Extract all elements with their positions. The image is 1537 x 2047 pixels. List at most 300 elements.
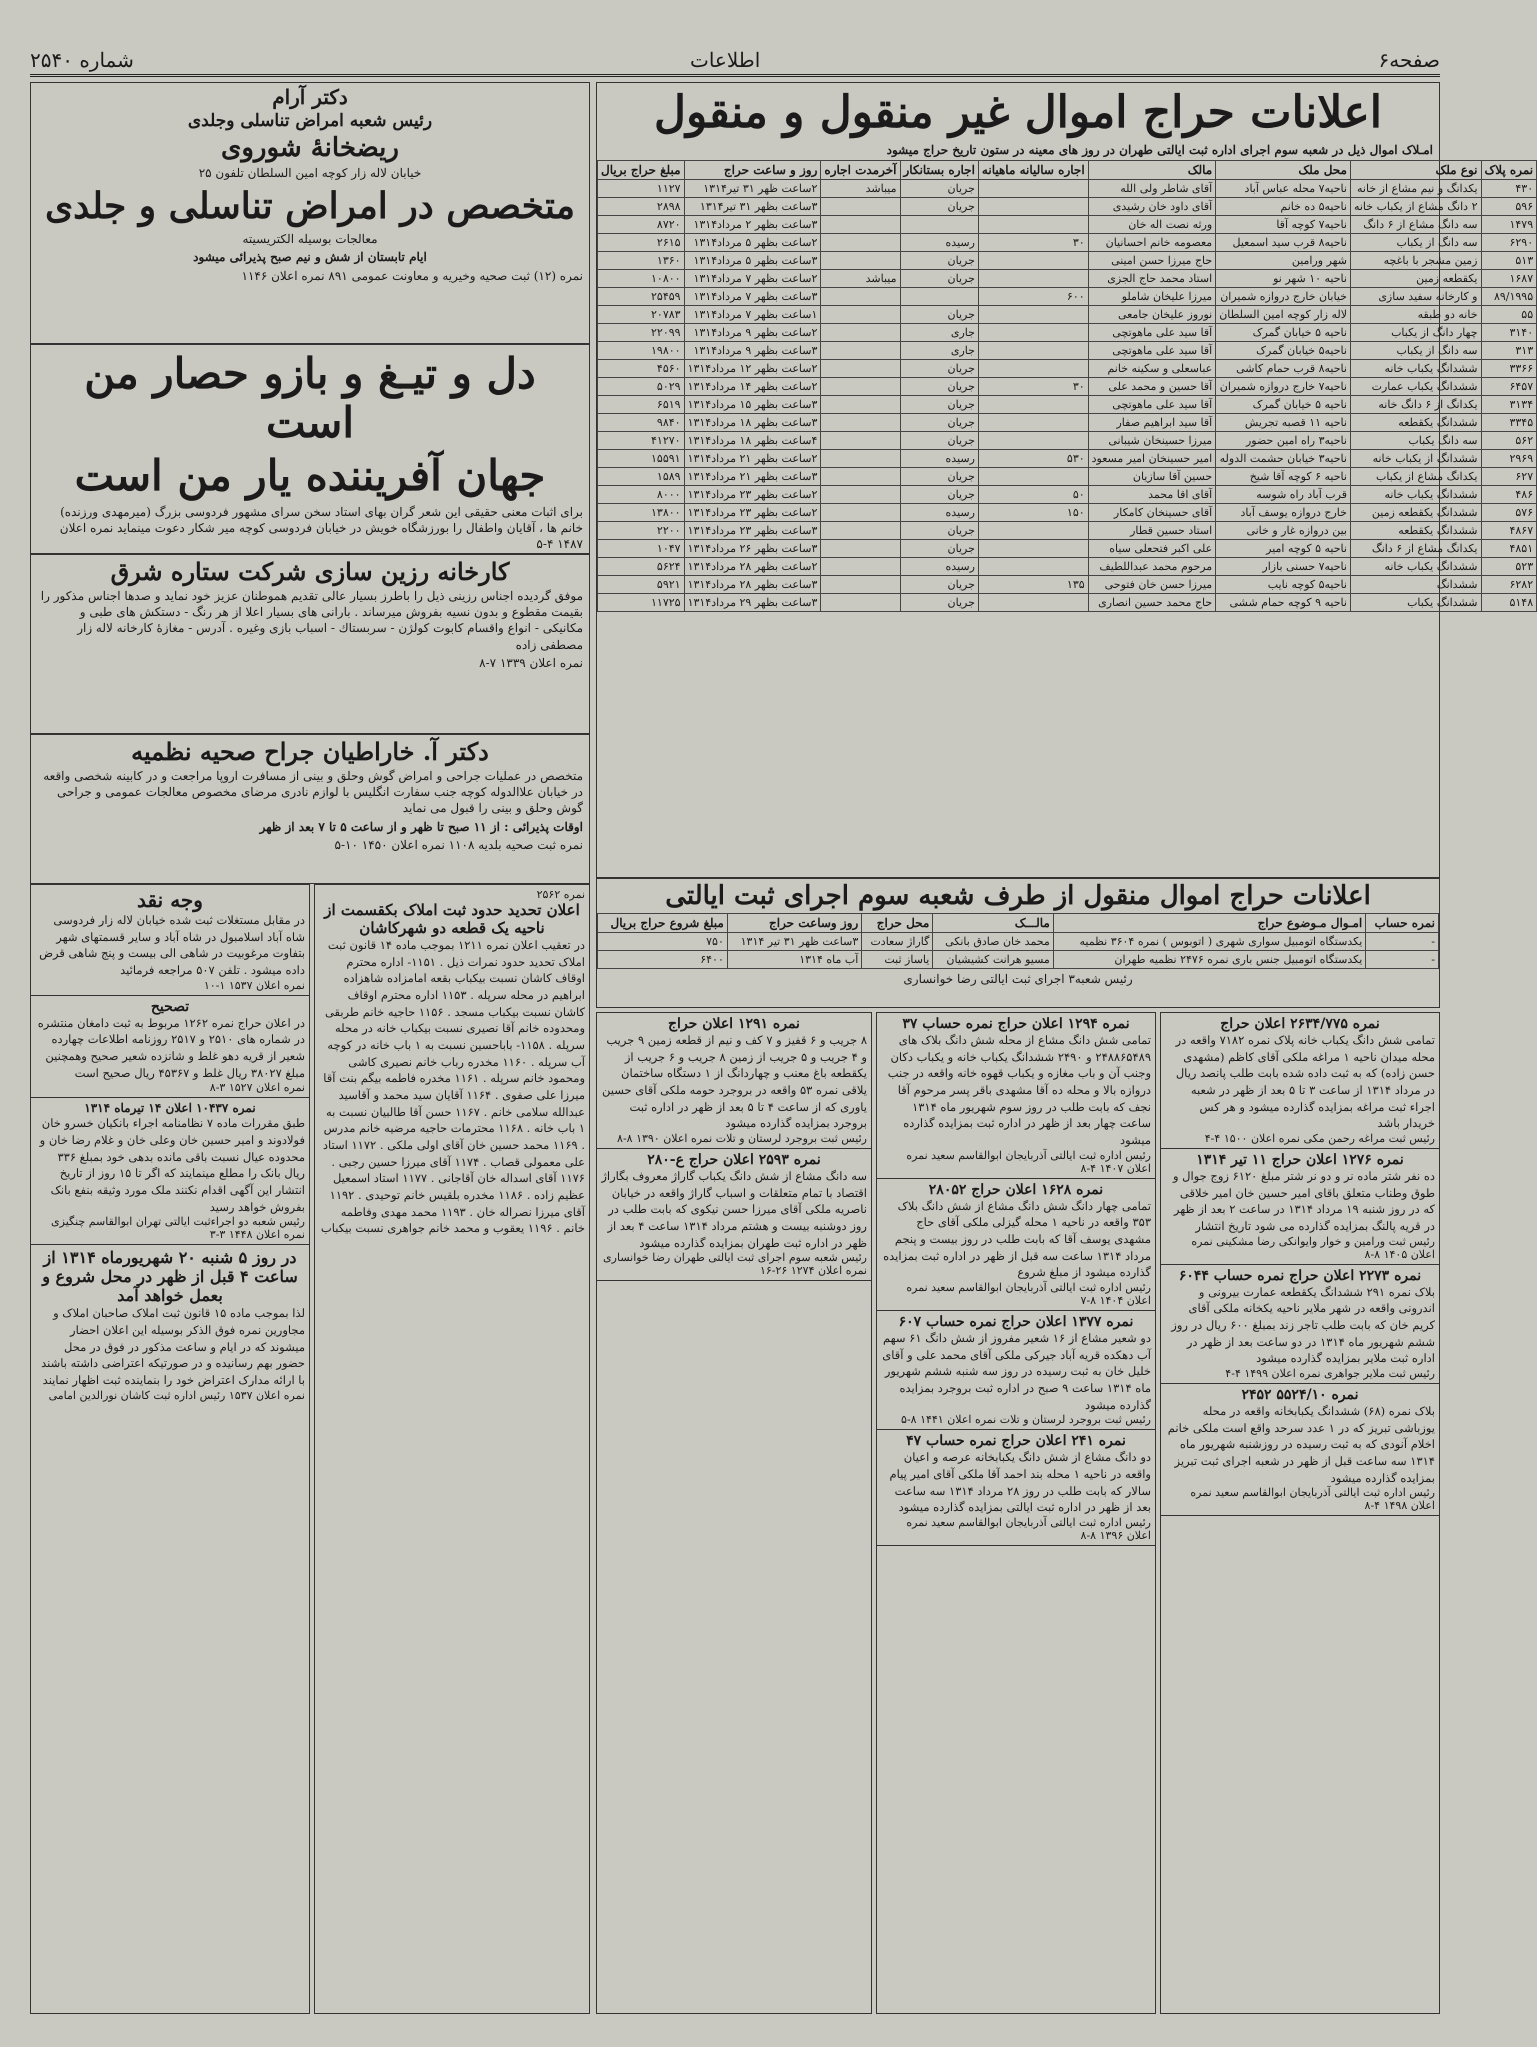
auction-notice	[1161, 1265, 1439, 1384]
table-cell: ۲۵۴۵۹	[598, 288, 685, 306]
movable-section	[596, 878, 1440, 1008]
table-cell: جریان	[900, 486, 978, 504]
table-row	[598, 216, 1537, 234]
table-cell	[978, 522, 1088, 540]
notice-footer: رئیس ثبت ملایر جواهری نمره اعلان ۱۴۹۹ ۴-۴	[1225, 1367, 1435, 1381]
table-cell: ۳ساعت بظهر ۳۱ تیر۱۳۱۴	[684, 198, 821, 216]
table-cell: ۴۸۵۱	[1481, 540, 1537, 558]
table-cell: گاراژ سعادت	[862, 933, 933, 951]
table-cell	[978, 468, 1088, 486]
doctor-aram-address: خیابان لاله زار کوچه امین السلطان تلفون ۲۵	[198, 166, 422, 180]
correction-ad	[31, 996, 309, 1099]
table-cell: ناحیه۵ خیابان گمرک	[1216, 342, 1351, 360]
table-cell: آقا حسین و محمد علی	[1088, 378, 1216, 396]
table-cell: آقا سید ابراهیم صفار	[1088, 414, 1216, 432]
table-cell: ۳ساعت بظهر ۲۹ مرداد۱۳۱۴	[684, 594, 821, 612]
gym-ad-body: برای اثبات معنی حقیقی این شعر گران بهای استاد سخن سرای مشهور فردوسی بزرگ (میرمهدی ورزنده) خانم ها ، آقایان واطفال را بورزشگاه خویش در خیابان فردوسی کوچه میر شکار دعوت مینماید نمره اعلان ۱۴۸۷ ۴-۵	[59, 505, 583, 552]
notice-footer: رئیس ثبت بروجرد لرستان و تلات نمره اعلان ۱۴۴۱ ۸-۵	[901, 1413, 1151, 1427]
table-cell: ۴۸۶۷	[1481, 522, 1537, 540]
table-cell: ورثه نصت اله خان	[1088, 216, 1216, 234]
table-cell: میباشد	[821, 270, 900, 288]
table-cell: ۶۴۰۰	[598, 951, 728, 969]
table-cell	[978, 432, 1088, 450]
table-cell: ۲ساعت ظهر ۳۱ تیر۱۳۱۴	[684, 180, 821, 198]
table-cell: خیابان خارج دروازه شمیران	[1216, 288, 1351, 306]
table-cell	[821, 288, 900, 306]
correction-title: تصحیح	[150, 998, 190, 1015]
column-header: نمره حساب	[1366, 914, 1439, 933]
table-cell	[821, 198, 900, 216]
table-cell: ۱۱۷۲۵	[598, 594, 685, 612]
kashan-body: در تعقیب اعلان نمره ۱۲۱۱ بموجب ماده ۱۴ قانون ثبت املاک تحدید حدود نمرات ذیل . ۱۱۵۱- اداره محترم اوقاف کاشان نسبت بیکباب بقعه امامزاده شاهزاده ابراهیم در محله سرپله . ۱۱۵۳ اداره محترم اوقاف کاشان نسبت بیکباب مسجد . ۱۱۵۶ حاجیه خانم طربقی ومحدوده خانم آقا نصیری نسبت بیکباب خانه در محله سرپله . ۱۱۵۸- باباحسین نسبت به ۱ باب خانه در کوچه آب سرپله . ۱۱۶۰ مخدره رباب خانم نصیری کاشی ومحمود خانم سرپله . ۱۱۶۱ مخدره فاطمه بیگم بنت آقا میرزا علی صفوی . ۱۱۶۴ آقایان سید محمد و آقاسید عبدالله سلامی خانم . ۱۱۶۷ حسن آقا طالبیان نسبت به ۱ باب خانه . ۱۱۶۸ محترمات حاجیه مرضیه خانم مدرس . ۱۱۶۹ محمد حسین خان آقای اولی ملکی . ۱۱۷۲ استاد علی معمولی قصاب . ۱۱۷۴ آقای میرزا حسین رجبی . ۱۱۷۶ آقای اسداله خان آقاجانی . ۱۱۷۷ استاد اسمعیل عظیم زاده . ۱۱۸۶ مخدره بلقیس خانم توحیدی . ۱۱۹۲ آقای میرزا نصراله خان . ۱۱۹۳ محمد مهدی وفاطمه خانم . ۱۱۹۶ یعقوب و محمد خانم جواهری نسبت بیکباب	[320, 938, 585, 1236]
table-cell: ۳۱۴۰	[1481, 324, 1537, 342]
column-header: اجاره سالیانه ماهیانه	[978, 161, 1088, 180]
table-cell: میرزا حسینخان شیبانی	[1088, 432, 1216, 450]
table-cell: ۲۹۶۹	[1481, 450, 1537, 468]
table-cell: آقا سید علی ماهوتچی	[1088, 396, 1216, 414]
table-cell: ۳ساعت ظهر ۳۱ تیر ۱۳۱۴	[727, 933, 861, 951]
table-cell: ناحیه ۹ کوچه حمام ششی	[1216, 594, 1351, 612]
table-row	[598, 468, 1537, 486]
table-cell: استاد محمد حاج الجزی	[1088, 270, 1216, 288]
table-cell: آقای حسینخان کامکار	[1088, 504, 1216, 522]
column-header: مبلغ حراج بریال	[598, 161, 685, 180]
notice-title: نمره ۱۳۷۷ اعلان حراج نمره حساب ۶۰۷	[898, 1314, 1134, 1331]
auction-notice	[877, 1013, 1155, 1179]
table-row	[598, 540, 1537, 558]
table-cell: ۶۵۱۹	[598, 396, 685, 414]
table-cell: ۶۲۷	[1481, 468, 1537, 486]
table-row	[598, 933, 1439, 951]
table-cell: ناحیه ۵ خیابان گمرک	[1216, 324, 1351, 342]
table-cell: ۴۳۰	[1481, 180, 1537, 198]
table-row	[598, 342, 1537, 360]
table-cell: جریان	[900, 360, 978, 378]
table-cell: جاری	[900, 342, 978, 360]
table-cell: جریان	[900, 270, 978, 288]
newspaper-name: اطلاعات	[690, 48, 761, 72]
notice-body: تمامی شش دانگ مشاع از محله شش دانگ بلاک های ۲۴۸۸۶۵۴۸۹ و ۲۴۹۰ ششدانگ یکباب خانه و یکباب دکان وجنب آن و باب مغازه و یکباب قهوه خانه واقعه در جنب دروازه بالا و محله ده آقا مشهدی باقر پسر مرحوم آقا نجف که بابت طلب در روز سوم شهریور ماه ۱۳۱۴ ساعت چهار بعد از ظهر در اداره ثبت بمزایده گذارده میشود	[887, 1033, 1151, 1148]
table-cell: ۱۵۰	[978, 504, 1088, 522]
table-cell: ۶۲۹۰	[1481, 234, 1537, 252]
table-cell: ۳ساعت بظهر ۷ مرداد۱۳۱۴	[684, 288, 821, 306]
table-cell	[978, 198, 1088, 216]
poem-line-2: جهان آفریننده یار من است	[74, 451, 546, 500]
notice-footer: رئیس ثبت مراغه رحمن مکی نمره اعلان ۱۵۰۰ ۴-۴	[1204, 1132, 1435, 1146]
table-cell: آقای اقا محمد	[1088, 486, 1216, 504]
table-cell: ۶۴۵۷	[1481, 378, 1537, 396]
table-cell	[978, 540, 1088, 558]
notice-title: نمره ۱۲۷۶ اعلان حراج ۱۱ تیر ۱۳۱۴	[1196, 1152, 1404, 1169]
table-cell: ششدانگ یکباب خانه	[1350, 558, 1481, 576]
table-cell: رسیده	[900, 558, 978, 576]
table-cell: سه دانگ مشاع از ۶ دانگ	[1350, 216, 1481, 234]
page-number: صفحه۶	[1378, 48, 1440, 72]
table-cell: ناحیه۸ قرب حمام کاشی	[1216, 360, 1351, 378]
table-cell: ۳ساعت بظهر ۱۵ مرداد۱۳۱۴	[684, 396, 821, 414]
column-header: آخرمدت اجاره	[821, 161, 900, 180]
rubber-factory-footer: نمره اعلان ۱۳۳۹ ۷-۸	[479, 655, 583, 670]
table-cell: -	[1366, 951, 1439, 969]
table-cell: امیر حسینخان امیر مسعود	[1088, 450, 1216, 468]
table-cell: ششدانگ از یکباب خانه	[1350, 450, 1481, 468]
table-cell: ۱۶۸۷	[1481, 270, 1537, 288]
bank-notice-body: طبق مقررات ماده ۷ نظامنامه اجراء بانکیان خسرو خان فولادوند و امیر حسین خان وعلی خان و غلام رضا خان و محدوده عیال نسبت باقی مانده بدهی خود بمبلغ ۳۳۶ ریال بانک را مطلع مینمایند که اگر تا ۱۵ روز از تاریخ انتشار این آگهی اقدام نکنند ملک مورد وثیقه بنفع بانک بفروش خواهد رسید	[39, 1116, 305, 1214]
table-row	[598, 252, 1537, 270]
table-cell: ۲ساعت بظهر ۲۳ مرداد۱۳۱۴	[684, 486, 821, 504]
table-cell: جریان	[900, 468, 978, 486]
table-cell: محمد خان صادق بانکی	[933, 933, 1053, 951]
table-cell: حسین آقا سازیان	[1088, 468, 1216, 486]
table-cell: جریان	[900, 576, 978, 594]
notice-title: نمره ۱۲۹۱ اعلان حراج	[668, 1016, 800, 1032]
issue-number: شماره ۲۵۴۰	[30, 48, 134, 72]
table-cell	[821, 594, 900, 612]
table-cell	[978, 342, 1088, 360]
auction-notice	[877, 1430, 1155, 1546]
table-row	[598, 360, 1537, 378]
column-header: نمره پلاک	[1481, 161, 1537, 180]
table-cell: ناحیه ۵ کوچه امیر	[1216, 540, 1351, 558]
kashan-head: نمره ۲۵۶۲	[536, 888, 585, 901]
table-cell	[821, 306, 900, 324]
table-cell: ۴۱۲۷۰	[598, 432, 685, 450]
table-cell: جریان	[900, 252, 978, 270]
table-cell: ۵۶۲۴	[598, 558, 685, 576]
table-row	[598, 288, 1537, 306]
cash-loan-body: در مقابل مستغلات ثبت شده خیابان لاله زار فردوسی شاه آباد اسلامبول در شاه آباد و سایر قسمتهای شهر بتفاوت مرغوبیت در شاهی الی بیست و پنج شاهی قرض داده میشود . تلفن ۵۰۷ مراجعه فرمائید	[39, 913, 305, 978]
table-cell: نوروز علیخان جامعی	[1088, 306, 1216, 324]
table-cell: چهار دانگ از یکباب	[1350, 324, 1481, 342]
table-cell: ۵۰	[978, 486, 1088, 504]
table-cell: ۳ساعت بظهر ۵ مرداد۱۳۱۴	[684, 252, 821, 270]
auction-notice	[597, 1013, 871, 1149]
table-row	[598, 576, 1537, 594]
table-cell: ۲ساعت بظهر ۱۲ مرداد۱۳۱۴	[684, 360, 821, 378]
notice-footer: رئیس اداره ثبت ایالتی آذربایجان ابوالقاسم سعید نمره اعلان ۱۴۰۷ ۴-۸	[906, 1148, 1151, 1175]
table-row	[598, 951, 1439, 969]
table-cell	[978, 594, 1088, 612]
table-cell: میباشد	[821, 180, 900, 198]
auction-notice	[877, 1311, 1155, 1430]
table-cell: ششدانگ	[1350, 576, 1481, 594]
table-cell: ششدانگ یکباب	[1350, 594, 1481, 612]
ads-column-4	[876, 1012, 1156, 2014]
table-cell: ناحیه۳ خیابان حشمت الدوله	[1216, 450, 1351, 468]
table-cell: ششدانگ یکباب عمارت	[1350, 378, 1481, 396]
bank-notice-ad	[31, 1098, 309, 1245]
table-cell: یکدانگ و نیم مشاع از خانه	[1350, 180, 1481, 198]
table-cell: ۵۲۳	[1481, 558, 1537, 576]
notice-title: نمره ۵۵۲۴/۱۰ ۲۴۵۲	[1241, 1387, 1359, 1404]
table-cell: ۱ساعت بظهر ۷ مرداد۱۳۱۴	[684, 306, 821, 324]
table-cell	[821, 414, 900, 432]
gym-ad	[30, 344, 590, 554]
table-cell	[821, 234, 900, 252]
table-cell	[978, 306, 1088, 324]
table-row	[598, 198, 1537, 216]
doctor-aram-title: دکتر آرام	[272, 85, 348, 109]
table-cell: ۵۳۰	[978, 450, 1088, 468]
column-header: اجاره بستانکار	[900, 161, 978, 180]
table-cell: ۱۵۵۹۱	[598, 450, 685, 468]
table-cell: ۲۰۷۸۳	[598, 306, 685, 324]
table-cell: آب ماه ۱۳۱۴	[727, 951, 861, 969]
table-cell: و کارخانه سفید سازی	[1350, 288, 1481, 306]
table-cell: جریان	[900, 522, 978, 540]
table-cell	[821, 324, 900, 342]
table-cell: ناحیه۷ حسنی بازار	[1216, 558, 1351, 576]
table-cell: ۴۵۶۰	[598, 360, 685, 378]
notice-footer: رئیس اداره ثبت ایالتی آذربایجان ابوالقاسم سعید نمره اعلان ۱۴۰۴ ۸-۷	[906, 1281, 1151, 1308]
table-cell	[821, 540, 900, 558]
notice-title: نمره ۱۲۹۴ اعلان حراج نمره حساب ۳۷	[902, 1016, 1130, 1032]
auction-notice	[877, 1179, 1155, 1311]
table-cell: ۱۱۲۷	[598, 180, 685, 198]
table-cell: ۳۰	[978, 378, 1088, 396]
table-cell: سه دانگ از یکباب	[1350, 342, 1481, 360]
kashan-title: اعلان تحدید حدود ثبت املاک بکقسمت از ناحیه یک قطعه دو شهرکاشان	[324, 901, 580, 937]
column-header: روز وساعت حراج	[727, 914, 861, 933]
table-cell	[821, 216, 900, 234]
table-row	[598, 270, 1537, 288]
notice-body: ده نفر شتر ماده نر و دو نر شتر مبلغ ۶۱۲۰ زوج جوال و طوق وطناب متعلق باقای امیر حسین خان امیر خلاقی که در روز شنبه ۱۹ مرداد ۱۳۱۴ در ساعت ۲ بعد از ظهر در قریه پالنگ بمزایده گذارده می شود تاریخ انتشار	[1172, 1169, 1435, 1234]
column-header: نوع ملک	[1350, 161, 1481, 180]
table-cell: ۳۰	[978, 234, 1088, 252]
doctor-aram-footer: نمره (۱۲) ثبت صحیه وخیریه و معاونت عمومی ۸۹۱ نمره اعلان ۱۱۴۶	[241, 268, 583, 283]
table-cell: جریان	[900, 378, 978, 396]
notice-body: ۸ جریب و ۶ قفیز و ۷ کف و نیم از قطعه زمین ۹ جریب و ۴ جریب و ۵ جریب از زمین ۸ جریب و ۶ جریب از یکقطعه باغ معنب و چهاردانگ از ۱ دستگاه ساختمان یلاقی نمره ۵۳ واقعه در بروجرد حومه ملکی آقای حسین یاوری که از ساعت ۴ تا ۵ بعد از ظهر در اداره ثبت بروجرد بمزایده گذارده میشود	[601, 1033, 867, 1131]
table-cell: ۲ساعت بظهر ۲۱ مرداد۱۳۱۴	[684, 450, 821, 468]
table-row	[598, 414, 1537, 432]
doctor-kharatian-body: متخصص در عملیات جراحی و امراض گوش وحلق و بینی از مسافرت اروپا مراجعت و در کابینه شخصی واقعه در خیابان علاالدوله کوچه جنب سفارت انگلیس با لوازم نادری مرضای مخصوص معالجات عمومی و جراحی گوش وحلق و بینی را قبول می نماید	[43, 769, 583, 816]
table-cell: ششدانگ یکقطعه	[1350, 414, 1481, 432]
doctor-aram-note: معالجات بوسیله الکتریسیته	[242, 232, 378, 247]
table-cell: ناحیه ۶ کوچه آقا شیخ	[1216, 468, 1351, 486]
column-header: مالـــک	[933, 914, 1053, 933]
table-cell	[900, 288, 978, 306]
table-cell: جریان	[900, 306, 978, 324]
table-cell	[821, 360, 900, 378]
table-cell: میرزا حسن خان فتوحی	[1088, 576, 1216, 594]
table-cell: یاساز ثبت	[862, 951, 933, 969]
table-cell	[900, 216, 978, 234]
table-cell	[821, 396, 900, 414]
notice-footer: رئیس ثبت ورامین و خوار وایوانکی رضا مشکینی نمره اعلان ۱۴۰۵ ۸-۸	[1191, 1234, 1435, 1261]
table-cell: جریان	[900, 594, 978, 612]
table-cell: ۲۸۹۸	[598, 198, 685, 216]
table-cell: ۲۶۱۵	[598, 234, 685, 252]
auction-notice	[1161, 1149, 1439, 1265]
table-cell	[821, 576, 900, 594]
table-cell: جریان	[900, 414, 978, 432]
auction-subtitle: امـلاک اموال ذیل در شعبه سوم اجرای اداره ثبت ایالتی طهران در روز های معینه در ستون تاریخ حراج میشود	[886, 143, 1433, 157]
table-cell: جریان	[900, 540, 978, 558]
table-cell: ششدانگ یکباب خانه	[1350, 486, 1481, 504]
table-row	[598, 522, 1537, 540]
table-cell: علی اکبر فتحعلی سیاه	[1088, 540, 1216, 558]
table-cell	[821, 378, 900, 396]
table-cell: میرزا علیخان شاملو	[1088, 288, 1216, 306]
movable-footer: رئیس شعبه۳ اجرای ثبت ایالتی رضا خوانساری	[903, 972, 1133, 986]
table-cell: جریان	[900, 396, 978, 414]
table-cell: یکدانگ مشاع از ۶ دانگ	[1350, 540, 1481, 558]
table-cell: یکقطعه زمین	[1350, 270, 1481, 288]
table-cell: آقای داود خان رشیدی	[1088, 198, 1216, 216]
table-cell: ۷۵۰	[598, 933, 728, 951]
table-cell: شهر ورامین	[1216, 252, 1351, 270]
table-cell: ۹۸۴۰	[598, 414, 685, 432]
table-cell: عباسعلی و سکینه خانم	[1088, 360, 1216, 378]
table-cell: سه دانگ یکباب	[1350, 432, 1481, 450]
table-cell	[821, 486, 900, 504]
table-cell: جریان	[900, 198, 978, 216]
doctor-aram-specialty: متخصص در امراض تناسلی و جلدی	[44, 185, 576, 228]
table-cell: ۴ساعت بظهر ۱۸ مرداد۱۳۱۴	[684, 432, 821, 450]
notice-footer: رئیس اداره ثبت ایالتی آذربایجان ابوالقاسم سعید نمره اعلان ۱۴۹۸ ۴-۸	[1190, 1486, 1435, 1513]
table-cell: ۶۲۸۲	[1481, 576, 1537, 594]
notice-body: تمامی شش دانگ یکباب خانه پلاک نمره ۷۱۸۲ واقعه در محله میدان ناحیه ۱ مراغه ملکی آقای کاظم (مشهدی حسن زاده) که به ثبت داده شده بابت طلب پانصد ریال در مرداد ۱۳۱۴ از ساعت ۳ تا ۵ بعد از ظهر در شعبه اجراء ثبت مراغه بمزایده گذارده میشود و هر کس خریدار باشد	[1175, 1033, 1435, 1131]
table-cell: ششدانگ یکقطعه زمین	[1350, 504, 1481, 522]
table-cell: ۵۱۳	[1481, 252, 1537, 270]
table-cell: ۲ دانگ مشاع از یکباب خانه	[1350, 198, 1481, 216]
column-header: محل ملک	[1216, 161, 1351, 180]
table-cell	[978, 360, 1088, 378]
table-cell: ناحیه۷ کوچه آقا	[1216, 216, 1351, 234]
table-cell	[821, 522, 900, 540]
auction-title: اعلانات حراج اموال غیر منقول و منقول	[654, 87, 1382, 138]
table-cell	[978, 414, 1088, 432]
table-cell: ناحیه۷ خارج دروازه شمیران	[1216, 378, 1351, 396]
movable-table	[597, 913, 1439, 969]
doctor-kharatian-title: دکتر آ. خاراطیان جراح صحیه نظمیه	[131, 737, 489, 766]
table-cell	[978, 558, 1088, 576]
table-cell: ناحیه۳ راه امین حضور	[1216, 432, 1351, 450]
table-cell	[821, 450, 900, 468]
table-cell: ۳۳۴۵	[1481, 414, 1537, 432]
doctor-aram-ad	[30, 82, 590, 344]
table-cell: یکدانگ از ۶ دانگ خانه	[1350, 396, 1481, 414]
table-cell: ۲ساعت بظهر ۱۴ مرداد۱۳۱۴	[684, 378, 821, 396]
boundary-date-footer: نمره اعلان ۱۵۳۷ رئیس اداره ثبت کاشان نورالدین امامی	[48, 1388, 305, 1402]
table-row	[598, 378, 1537, 396]
table-cell: ۳ساعت بظهر ۲۸ مرداد۱۳۱۴	[684, 576, 821, 594]
table-cell: لاله زار کوچه امین السلطان	[1216, 306, 1351, 324]
table-cell: ششدانگ یکقطعه	[1350, 522, 1481, 540]
bank-notice-footer: رئیس شعبه دو اجراءثبت ایالتی تهران ابوالقاسم چنگیزی نمره اعلان ۱۴۴۸ ۳-۳	[51, 1215, 305, 1242]
table-cell: ۳۱۳۴	[1481, 396, 1537, 414]
table-row	[598, 324, 1537, 342]
table-cell: ۵۷۶	[1481, 504, 1537, 522]
table-cell	[821, 252, 900, 270]
rubber-factory-body: موفق گردیده اجناس رزینی ذیل را باطرز بسیار عالی تقدیم هموطنان عزیز خود نماید و صدها اجناس مذکور را بقیمت مقطوع و بدون نسیه بفروش میرساند . بارانی های بسیار اعلا از هر رنگ - دستکش های طبی و مکانیکی - انواع واقسام کابوت کولژن - سربستاك - اسباب بازی وغیره . آدرس - مغازهٔ کارخانه لاله زار مصطفی زاده	[40, 589, 583, 652]
table-cell: جاری	[900, 324, 978, 342]
table-cell: خانه دو طبقه	[1350, 306, 1481, 324]
movable-title: اعلانات حراج اموال منقول از طرف شعبه سوم اجرای ثبت ایالتی	[665, 881, 1371, 911]
table-cell	[821, 432, 900, 450]
doctor-kharatian-hours: اوقات پذیرائی : از ۱۱ صبح تا ظهر و از ساعت ۵ تا ۷ بعد از ظهر	[259, 819, 583, 834]
correction-footer: نمره اعلان ۱۵۲۷ ۳-۸	[209, 1081, 305, 1095]
boundary-date-title: در روز ۵ شنبه ۲۰ شهریورماه ۱۳۱۴ از ساعت ۴ قبل از ظهر در محل شروع و بعمل خواهد آمد	[42, 1248, 298, 1306]
table-cell: ۸۰۰۰	[598, 486, 685, 504]
column-header: محل حراج	[862, 914, 933, 933]
kashan-column	[314, 884, 590, 2014]
table-cell: ۲ساعت بظهر ۵ مرداد۱۳۱۴	[684, 234, 821, 252]
table-cell: ۳ساعت بظهر ۲۱ مرداد۱۳۱۴	[684, 468, 821, 486]
poem-line-1: دل و تیـغ و بازو حصار من است	[84, 349, 536, 447]
table-cell: -	[1366, 933, 1439, 951]
notice-title: نمره ۱۶۲۸ اعلان حراج ۲۸۰۵۲	[928, 1181, 1104, 1198]
rubber-factory-title: کارخانه رزین سازی شرکت ستاره شرق	[110, 557, 510, 586]
table-cell: ۱۴۷۹	[1481, 216, 1537, 234]
table-cell: ۳۳۶۶	[1481, 360, 1537, 378]
notice-body: دو دانگ مشاع از شش دانگ یکبابخانه عرصه و اعیان واقعه در ناحیه ۱ محله بند احمد آقا ملکی آقای امیر پیام سالار که بابت طلب در روز ۲۸ مرداد ۱۳۱۴ سه ساعت بعد از ظهر در اداره ثبت ایالتی بمزایده گذارده میشود	[889, 1450, 1151, 1515]
table-cell: رسیده	[900, 450, 978, 468]
auction-table	[597, 160, 1537, 612]
table-cell: ۴۸۶	[1481, 486, 1537, 504]
table-row	[598, 396, 1537, 414]
table-cell	[978, 324, 1088, 342]
bank-notice-head: نمره ۱۰۴۳۷ اعلان ۱۴ تیرماه ۱۳۱۴	[84, 1101, 256, 1116]
table-cell	[978, 396, 1088, 414]
table-cell: ۸۹/۱۹۹۵	[1481, 288, 1537, 306]
table-cell: ۵۹۲۱	[598, 576, 685, 594]
table-cell: ۵۰۲۹	[598, 378, 685, 396]
table-cell: ۱۵۸۹	[598, 468, 685, 486]
table-cell	[821, 468, 900, 486]
table-cell: ۲۲۰۹۹	[598, 324, 685, 342]
table-cell: ۳ساعت بظهر ۲۶ مرداد۱۳۱۴	[684, 540, 821, 558]
table-cell: رسیده	[900, 234, 978, 252]
table-cell: خارج دروازه یوسف آباد	[1216, 504, 1351, 522]
table-cell: یکدستگاه اتومبیل سواری شهری ( اتوبوس ) نمره ۳۶۰۴ نظمیه	[1053, 933, 1365, 951]
notice-body: بلاک نمره (۶۸) ششدانگ یکبابخانه واقعه در محله یوزباشی تبریز که در ۱ عدد سرحد واقع است ملکی خانم اخلام آنودی که به ثبت رسیده در روزشنبه شهریور ماه ۱۳۱۴ سه ساعت قبل از ظهر در شعبه اجرای ثبت تبریز بمزایده گذارده میشود	[1167, 1404, 1435, 1485]
table-cell: ۵۹۶	[1481, 198, 1537, 216]
table-cell: ۳ساعت بظهر ۱۸ مرداد۱۳۱۴	[684, 414, 821, 432]
table-row	[598, 558, 1537, 576]
table-cell: ششدانگ یکباب خانه	[1350, 360, 1481, 378]
table-cell: ۳ساعت بظهر ۹ مرداد۱۳۱۴	[684, 342, 821, 360]
doctor-aram-hours: ایام تابستان از شش و نیم صبح پذیرائی میشود	[193, 250, 427, 265]
table-cell: ۲ساعت بظهر ۲۳ مرداد۱۳۱۴	[684, 504, 821, 522]
table-cell: سه دانگ از یکباب	[1350, 234, 1481, 252]
column-header: مالک	[1088, 161, 1216, 180]
table-cell: ۸۷۲۰	[598, 216, 685, 234]
table-row	[598, 180, 1537, 198]
table-cell: آقا سید علی ماهوتچی	[1088, 342, 1216, 360]
table-cell: ۱۰۸۰۰	[598, 270, 685, 288]
table-cell	[978, 180, 1088, 198]
table-row	[598, 594, 1537, 612]
table-cell: معصومه خانم احسانیان	[1088, 234, 1216, 252]
auction-notice	[1161, 1013, 1439, 1149]
table-cell: ۱۰۴۷	[598, 540, 685, 558]
notice-body: تمامی چهار دانگ شش دانگ مشاع از شش دانگ بلاک ۳۵۳ واقعه در ناحیه ۱ محله گیزلی ملکی آقای حاج مشهدی یوسف آقا که بابت طلب در روز بیست و پنجم مرداد ۱۳۱۴ ساعت سه قبل از ظهر در اداره ثبت بمزایده گذارده میشود از مبلغ شروع	[883, 1198, 1151, 1280]
table-row	[598, 486, 1537, 504]
table-cell: زمین مشجر با باغچه	[1350, 252, 1481, 270]
table-cell: بین دروازه غار و خانی	[1216, 522, 1351, 540]
table-cell	[821, 342, 900, 360]
auction-section	[596, 82, 1534, 878]
ads-column-3	[1160, 1012, 1440, 2014]
table-cell: ناحیه ۱۰ شهر نو	[1216, 270, 1351, 288]
table-cell: ناحیه۸ قرب سید اسمعیل	[1216, 234, 1351, 252]
kashan-boundary-ad	[315, 885, 589, 1240]
table-cell: ۲۲۰۰	[598, 522, 685, 540]
table-cell: حاج محمد حسین انصاری	[1088, 594, 1216, 612]
hospital-name: ریضخانهٔ شوروی	[221, 133, 399, 163]
table-cell: ۲ساعت بظهر ۹ مرداد۱۳۱۴	[684, 324, 821, 342]
